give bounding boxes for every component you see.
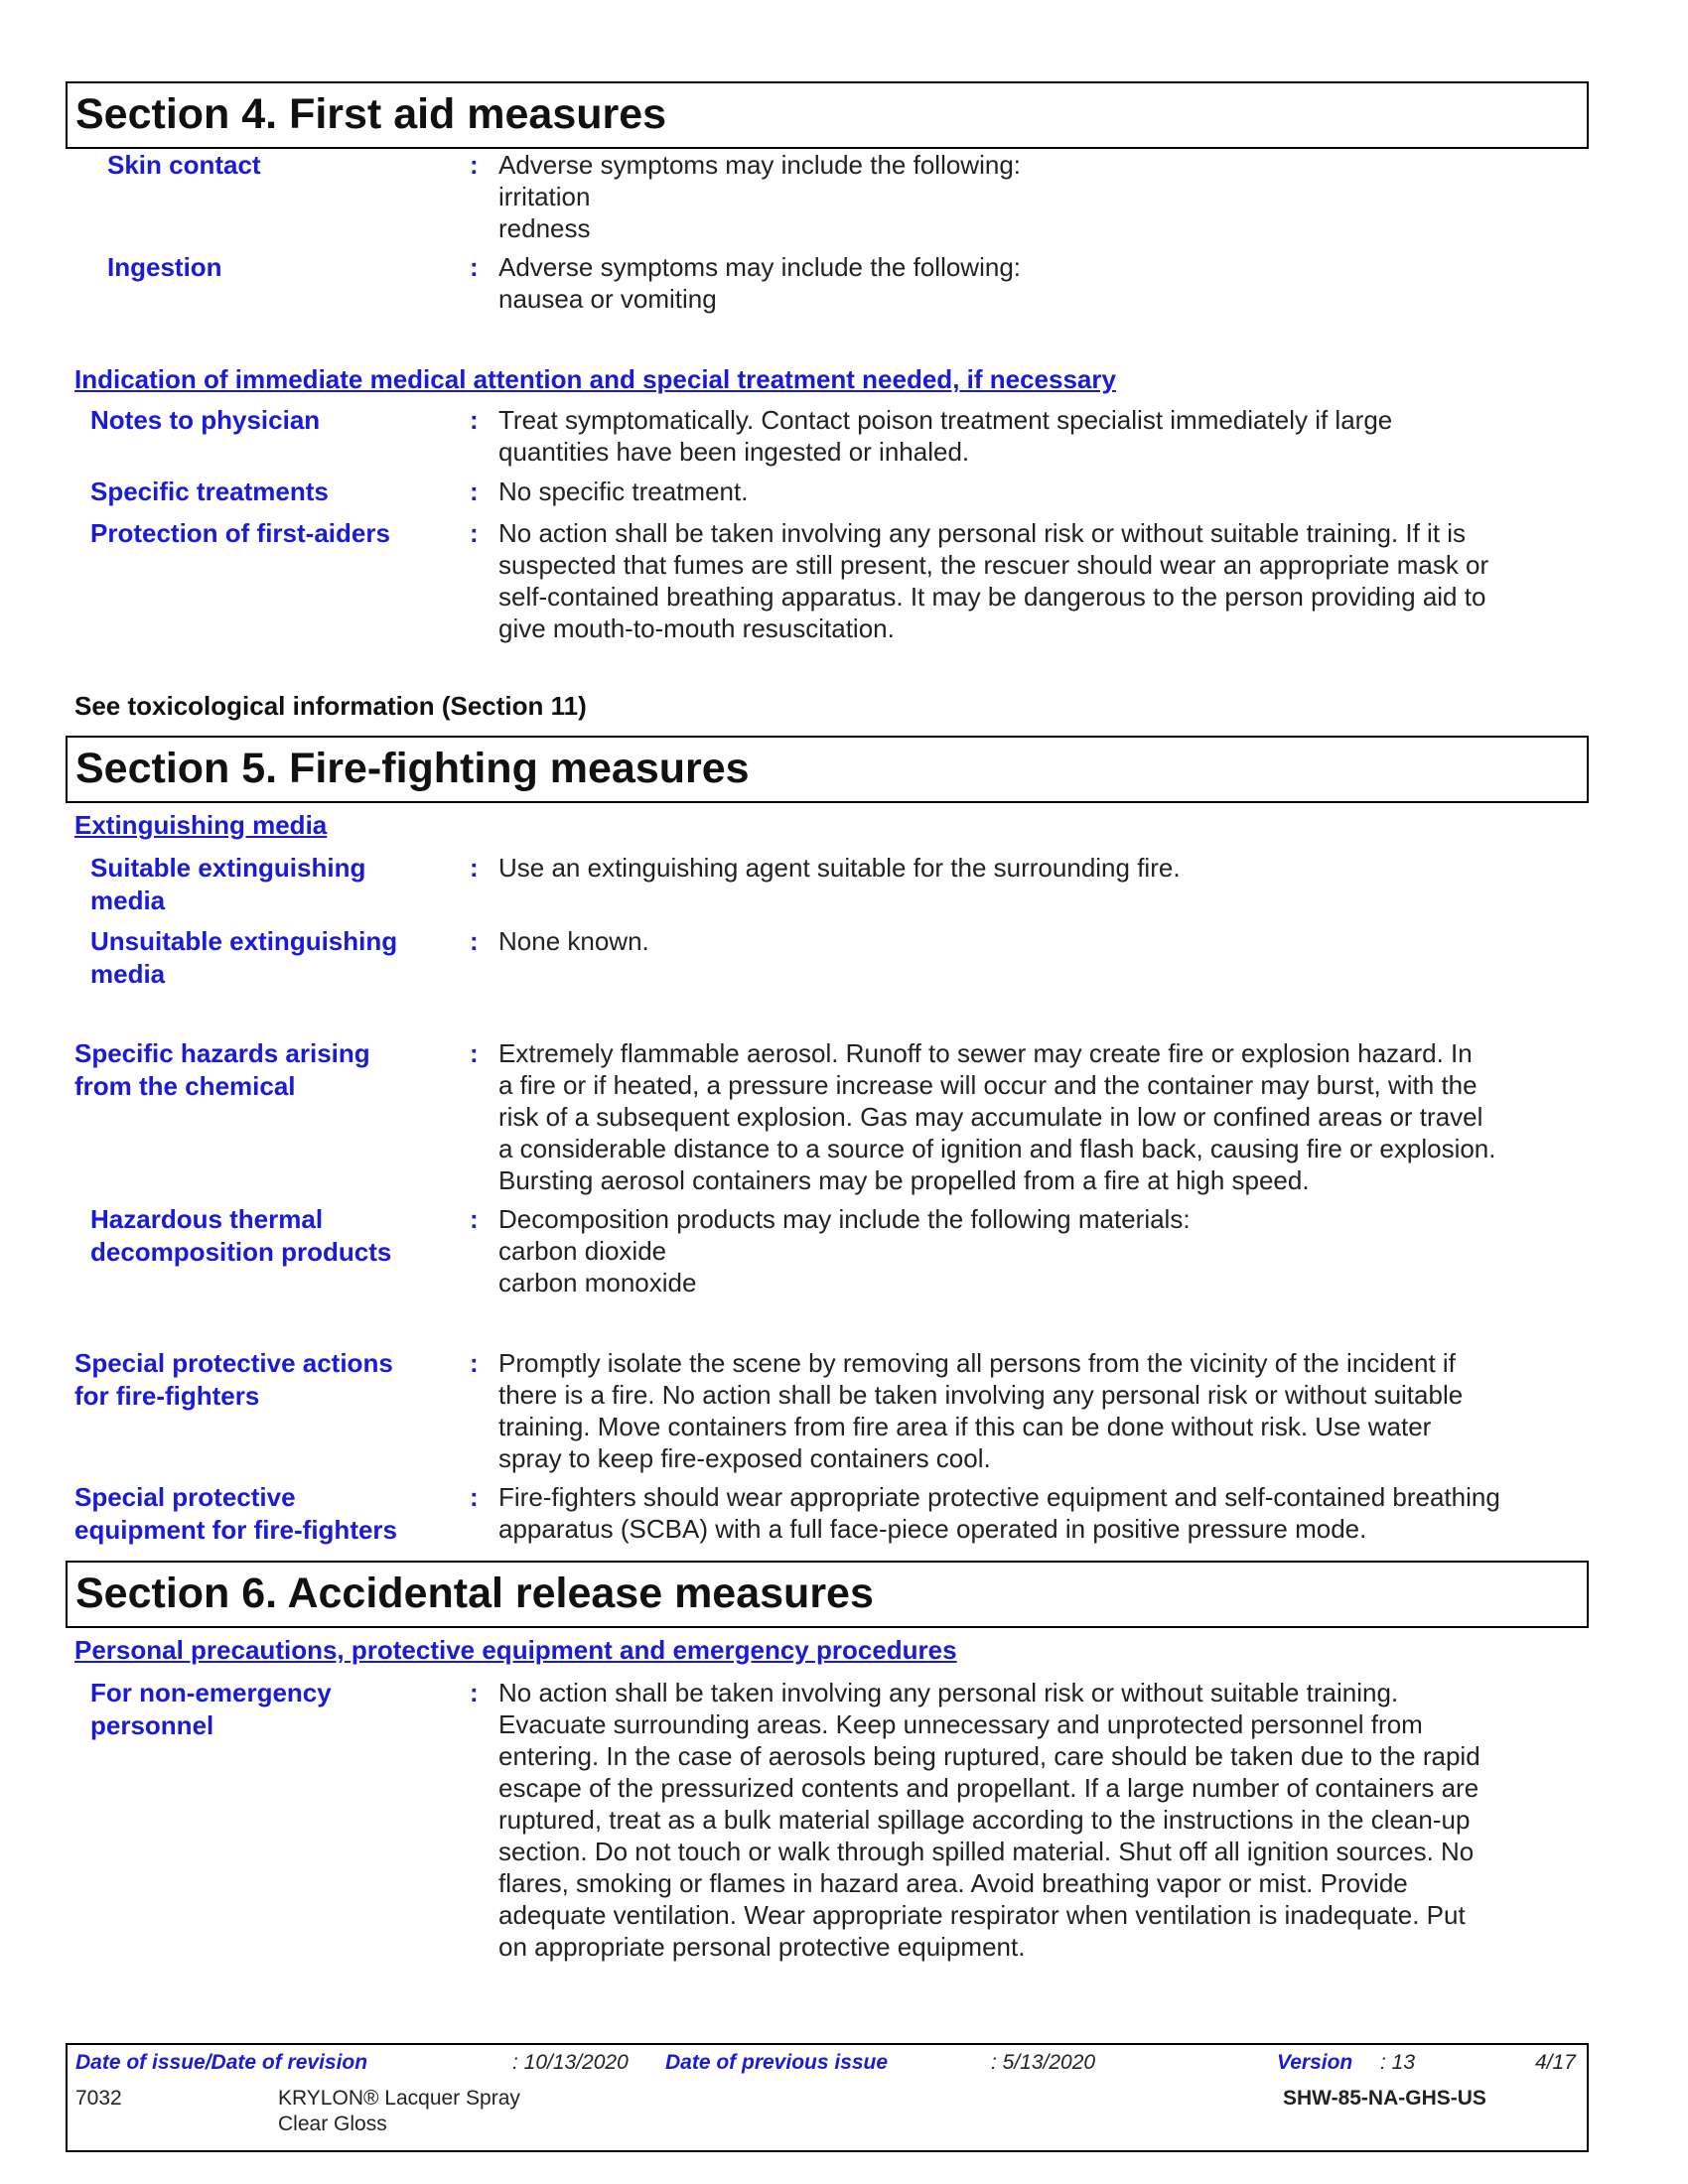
colon: : [470, 252, 479, 282]
date-of-issue-label: Date of issue/Date of revision [75, 2051, 368, 2074]
page-footer [66, 2043, 1589, 2152]
text-line: Decomposition products may include the following materials: [498, 1204, 1191, 1234]
label-line: decomposition products [90, 1237, 392, 1267]
see-toxicological-note: See toxicological information (Section 11) [74, 691, 587, 721]
suitable-extinguishing-label [90, 852, 365, 917]
text-line: Fire-fighters should wear appropriate protective equipment and self-contained breathing [498, 1482, 1500, 1512]
ingestion-value [498, 251, 1581, 315]
section-4-header: Section 4. First aid measures [66, 81, 1589, 149]
label-line: For non-emergency [90, 1678, 332, 1707]
colon: : [470, 518, 479, 548]
skin-contact-value [498, 149, 1581, 244]
colon: : [470, 1678, 479, 1707]
specific-hazards-label [74, 1037, 370, 1103]
text-line: training. Move containers from fire area if this can be done without risk. Use water [498, 1412, 1432, 1441]
label-line: personnel [90, 1710, 214, 1740]
label-line: media [90, 959, 166, 989]
non-emergency-label [90, 1677, 332, 1742]
text-line: apparatus (SCBA) with a full face-piece operated in positive pressure mode. [498, 1514, 1367, 1544]
label-line: Unsuitable extinguishing [90, 926, 398, 956]
version-label: Version [1277, 2051, 1353, 2074]
text-line: quantities have been ingested or inhaled. [498, 437, 970, 467]
notes-physician-label: Notes to physician [90, 405, 321, 435]
label-line: Special protective actions [74, 1348, 393, 1378]
text-line: entering. In the case of aerosols being ruptured, care should be taken due to the rapid [498, 1741, 1480, 1771]
date-of-previous-issue-label: Date of previous issue [665, 2051, 889, 2074]
special-equipment-label [74, 1481, 397, 1547]
indication-heading: Indication of immediate medical attention and special treatment needed, if necessary [74, 364, 1116, 394]
label-line: media [90, 886, 166, 915]
text-line: give mouth-to-mouth resuscitation. [498, 614, 895, 643]
colon: : [470, 1482, 479, 1512]
non-emergency-value [498, 1677, 1581, 1963]
text-line: spray to keep fire-exposed containers cool. [498, 1443, 991, 1473]
specific-treatments-value [498, 476, 1581, 507]
suitable-extinguishing-value [498, 852, 1581, 884]
text-line: a considerable distance to a source of ignition and flash back, causing fire or explosion. [498, 1134, 1496, 1163]
text-line: self-contained breathing apparatus. It may be dangerous to the person providing aid to [498, 582, 1486, 612]
colon: : [470, 405, 479, 435]
text-line: Promptly isolate the scene by removing all persons from the vicinity of the incident if [498, 1348, 1456, 1378]
product-name-line-2: Clear Gloss [278, 2113, 387, 2135]
text-line: escape of the pressurized contents and propellant. If a large number of containers are [498, 1773, 1479, 1803]
hazardous-thermal-value [498, 1203, 1581, 1298]
colon: : [470, 1038, 479, 1068]
protection-first-aiders-label: Protection of first-aiders [90, 518, 390, 548]
text-line: nausea or vomiting [498, 284, 717, 314]
document-code: SHW-85-NA-GHS-US [1283, 2087, 1486, 2110]
text-line: adequate ventilation. Wear appropriate respirator when ventilation is inadequate. Put [498, 1900, 1466, 1930]
text-line: on appropriate personal protective equipment. [498, 1932, 1026, 1962]
text-line: None known. [498, 926, 649, 956]
personal-precautions-heading: Personal precautions, protective equipment and emergency procedures [74, 1635, 957, 1665]
date-of-issue-value: : 10/13/2020 [512, 2051, 629, 2074]
text-line: there is a fire. No action shall be taken involving any personal risk or without suitable [498, 1380, 1464, 1410]
unsuitable-extinguishing-label [90, 925, 397, 991]
section-6-header: Section 6. Accidental release measures [66, 1561, 1589, 1628]
skin-contact-label: Skin contact [107, 150, 261, 180]
unsuitable-extinguishing-value [498, 925, 1581, 957]
special-actions-label [74, 1347, 393, 1413]
text-line: ruptured, treat as a bulk material spillage according to the instructions in the clean-up [498, 1805, 1471, 1835]
text-line: redness [498, 213, 591, 243]
colon: : [470, 926, 479, 956]
page-number: 4/17 [1535, 2051, 1576, 2074]
ingestion-label: Ingestion [107, 252, 222, 282]
hazardous-thermal-label [90, 1203, 391, 1269]
text-line: Bursting aerosol containers may be propelled from a fire at high speed. [498, 1165, 1310, 1195]
text-line: carbon dioxide [498, 1236, 667, 1266]
extinguishing-media-heading: Extinguishing media [74, 810, 328, 840]
text-line: Adverse symptoms may include the following: [498, 150, 1022, 180]
text-line: flares, smoking or flames in hazard area. Avoid breathing vapor or mist. Provide [498, 1868, 1408, 1898]
colon: : [470, 150, 479, 180]
text-line: Evacuate surrounding areas. Keep unnecessary and unprotected personnel from [498, 1709, 1423, 1739]
text-line: Treat symptomatically. Contact poison treatment specialist immediately if large [498, 405, 1393, 435]
product-name-line-1: KRYLON® Lacquer Spray [278, 2087, 520, 2110]
protection-first-aiders-value [498, 517, 1581, 644]
text-line: risk of a subsequent explosion. Gas may accumulate in low or confined areas or travel [498, 1102, 1483, 1132]
colon: : [470, 853, 479, 883]
text-line: carbon monoxide [498, 1268, 697, 1297]
label-line: for fire-fighters [74, 1381, 260, 1411]
version-value: : 13 [1380, 2051, 1416, 2074]
colon: : [470, 1204, 479, 1234]
label-line: Suitable extinguishing [90, 853, 366, 883]
text-line: a fire or if heated, a pressure increase will occur and the container may burst, with the [498, 1070, 1477, 1100]
specific-treatments-label: Specific treatments [90, 477, 329, 506]
text-line: No action shall be taken involving any personal risk or without suitable training. If it is [498, 518, 1467, 548]
product-code: 7032 [75, 2087, 122, 2110]
notes-physician-value [498, 404, 1581, 468]
label-line: equipment for fire-fighters [74, 1515, 398, 1545]
text-line: No specific treatment. [498, 477, 749, 506]
text-line: Adverse symptoms may include the following: [498, 252, 1022, 282]
text-line: suspected that fumes are still present, the rescuer should wear an appropriate mask or [498, 550, 1489, 580]
colon: : [470, 477, 479, 506]
text-line: irritation [498, 182, 591, 211]
text-line: Extremely flammable aerosol. Runoff to sewer may create fire or explosion hazard. In [498, 1038, 1473, 1068]
section-5-header: Section 5. Fire-fighting measures [66, 736, 1589, 803]
text-line: No action shall be taken involving any personal risk or without suitable training. [498, 1678, 1399, 1707]
label-line: Hazardous thermal [90, 1204, 324, 1234]
colon: : [470, 1348, 479, 1378]
label-line: from the chemical [74, 1071, 296, 1101]
label-line: Special protective [74, 1482, 296, 1512]
date-of-previous-issue-value: : 5/13/2020 [991, 2051, 1096, 2074]
label-line: Specific hazards arising [74, 1038, 370, 1068]
special-actions-value [498, 1347, 1581, 1474]
text-line: Use an extinguishing agent suitable for the surrounding fire. [498, 853, 1181, 883]
specific-hazards-value [498, 1037, 1581, 1196]
special-equipment-value [498, 1481, 1581, 1545]
text-line: section. Do not touch or walk through spilled material. Shut off all ignition sources. No [498, 1837, 1475, 1866]
